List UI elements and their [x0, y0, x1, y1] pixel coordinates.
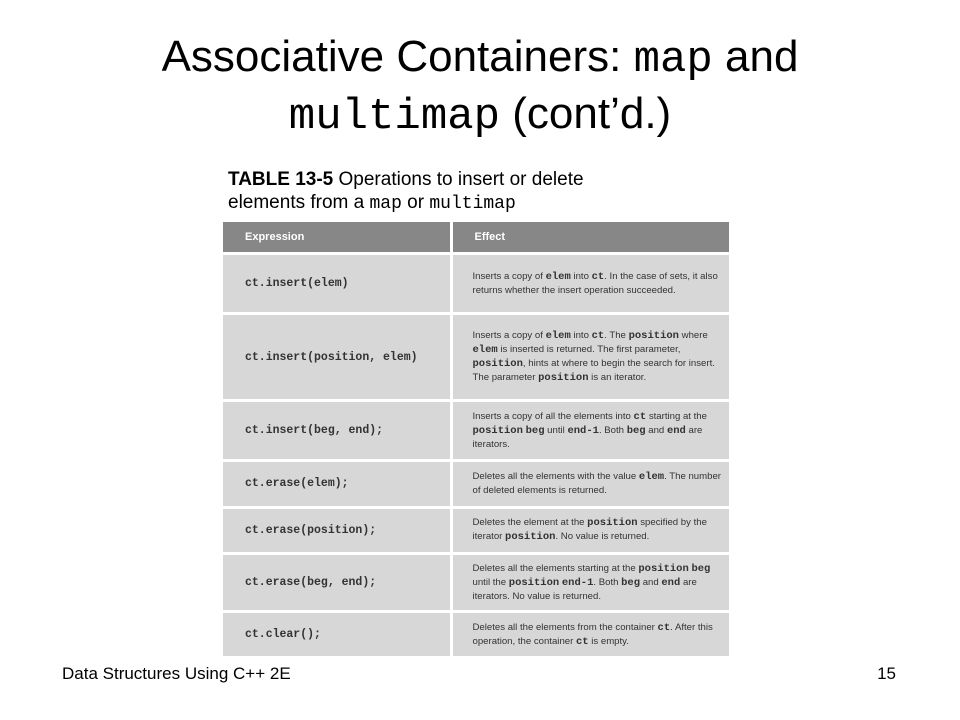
table-row [223, 400, 729, 460]
effect-cell: Inserts a copy of all the elements into ct starting at the position beg until end-1. Both beg and end are iterators. [451, 400, 729, 460]
footer-page-number: 15 [877, 664, 896, 683]
effect-cell: Deletes all the elements starting at the position beg until the position end-1. Both beg and end are iterators. No value is returned. [451, 553, 729, 611]
title-code-multimap: multimap [288, 92, 501, 142]
effect-cell: Inserts a copy of elem into ct. In the case of sets, it also returns whether the insert operation succeeded. [451, 254, 729, 314]
table-row [223, 314, 729, 401]
title-text-3: (cont’d.) [500, 89, 672, 138]
table-row [223, 612, 729, 656]
expression-cell: ct.erase(beg, end); [223, 553, 451, 611]
effect-cell: Deletes all the elements from the container ct. After this operation, the container ct is empty. [451, 612, 729, 656]
effect-cell: Deletes all the elements with the value elem. The number of deleted elements is returned. [451, 461, 729, 507]
table-row [223, 553, 729, 611]
caption-text-1: Operations to insert or delete [333, 169, 584, 190]
table-caption [228, 168, 584, 216]
title-code-map: map [633, 35, 713, 85]
table-row [223, 461, 729, 507]
caption-line-2 [228, 191, 584, 216]
expression-cell: ct.insert(position, elem) [223, 314, 451, 401]
effect-cell: Inserts a copy of elem into ct. The position where elem is inserted is returned. The first parameter, position, hints at where to begin the search for insert. The parameter position is an iterator. [451, 314, 729, 401]
expression-cell: ct.erase(elem); [223, 461, 451, 507]
expression-cell: ct.insert(elem) [223, 254, 451, 314]
caption-line-1 [228, 168, 584, 191]
expression-cell: ct.clear(); [223, 612, 451, 656]
caption-text-3: or [401, 192, 430, 213]
expression-cell: ct.insert(beg, end); [223, 400, 451, 460]
table [223, 222, 729, 656]
operations-table [223, 222, 729, 656]
effect-cell: Deletes the element at the position specified by the iterator position. No value is returned. [451, 507, 729, 553]
slide-title [0, 30, 960, 144]
caption-label: TABLE 13-5 [228, 169, 334, 190]
table-header-row [223, 222, 729, 254]
header-expression: Expression [223, 222, 451, 254]
footer-course-title: Data Structures Using C++ 2E [62, 664, 291, 683]
title-text-1: Associative Containers: [161, 32, 634, 81]
expression-cell: ct.erase(position); [223, 507, 451, 553]
title-line-2 [0, 87, 960, 144]
caption-text-2: elements from a [228, 192, 370, 213]
table-row [223, 507, 729, 553]
title-line-1 [0, 30, 960, 87]
title-text-2: and [712, 32, 799, 81]
caption-code-multimap: multimap [429, 194, 516, 214]
caption-code-map: map [369, 194, 402, 214]
header-effect: Effect [451, 222, 729, 254]
table-row [223, 254, 729, 314]
